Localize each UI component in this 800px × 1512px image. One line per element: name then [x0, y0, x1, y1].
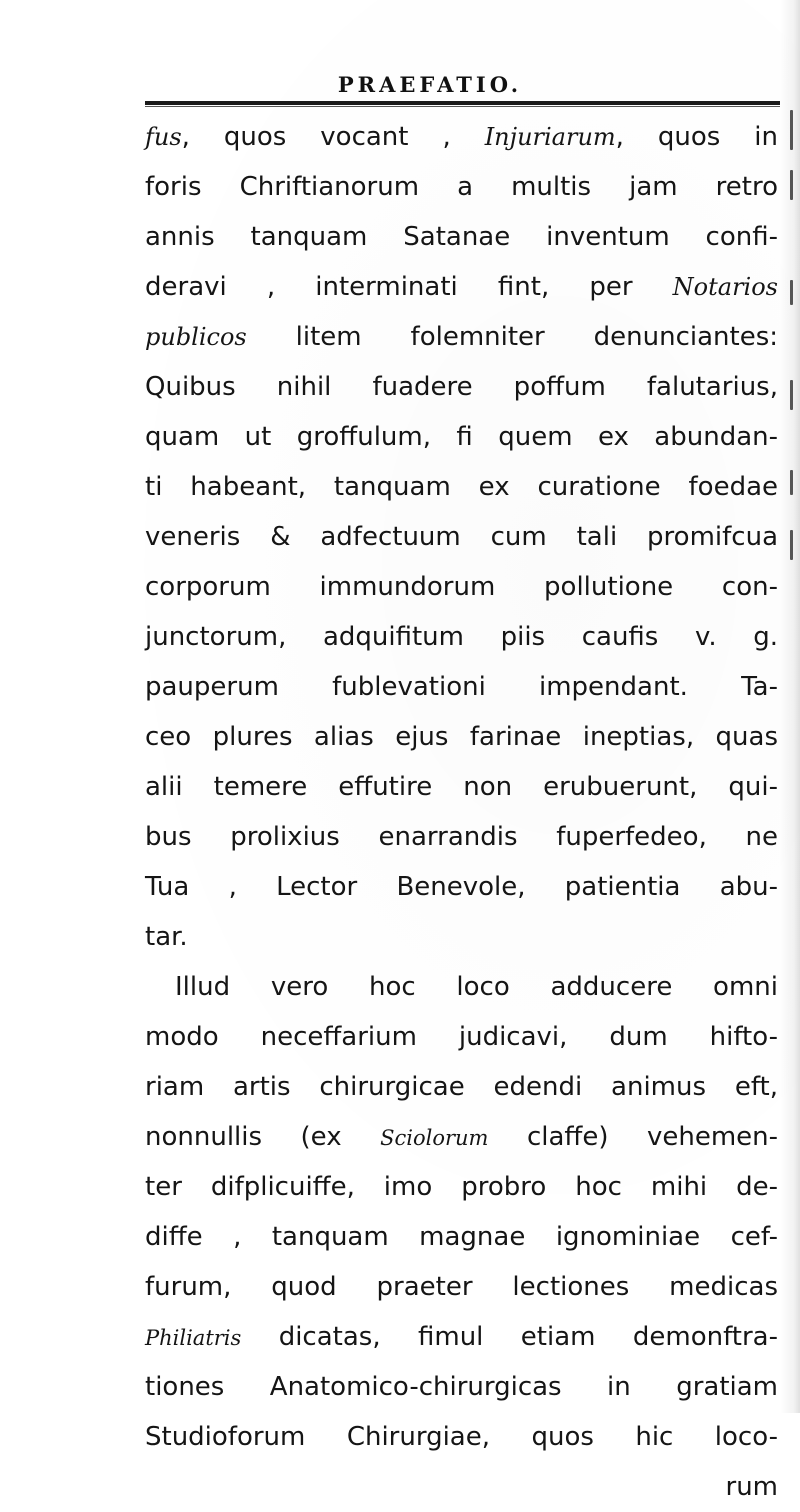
text-line — [145, 1262, 778, 1312]
text-run: annis tanquam Satanae inventum confi- — [145, 222, 778, 252]
text-run: ter difplicuiffe, imo probro hoc mihi de- — [145, 1172, 778, 1202]
text-run: deravi , interminati fint, per — [145, 272, 673, 302]
text-run: junctorum, adquifitum piis caufis v. g. — [145, 622, 778, 652]
text-run: Quibus nihil fuadere poffum falutarius, — [145, 372, 778, 402]
text-run: alii temere effutire non erubuerunt, qui- — [145, 772, 778, 802]
text-line — [145, 1412, 778, 1462]
text-line — [145, 1062, 778, 1112]
text-run: pauperum fublevationi impendant. Ta- — [145, 672, 778, 702]
text-run: tiones Anatomico-chirurgicas in gratiam — [145, 1372, 778, 1402]
text-run: diffe , tanquam magnae ignominiae cef- — [145, 1222, 778, 1252]
text-line — [145, 362, 778, 412]
text-run: Studioforum Chirurgiae, quos hic loco- — [145, 1422, 778, 1452]
italic-word: Notarios — [672, 273, 778, 301]
text-run: veneris & adfectuum cum tali promifcua — [145, 522, 778, 552]
text-run: bus prolixius enarrandis fuperfedeo, ne — [145, 822, 778, 852]
text-run: ceo plures alias ejus farinae ineptias, quas — [145, 722, 778, 752]
text-line — [145, 1112, 778, 1162]
text-run: nonnullis (ex — [145, 1122, 381, 1152]
text-line — [145, 762, 778, 812]
italic-word: Sciolorum — [380, 1126, 489, 1150]
text-run: riam artis chirurgicae edendi animus eft, — [145, 1072, 778, 1102]
text-line — [145, 812, 778, 862]
text-line — [145, 612, 778, 662]
text-line — [145, 562, 778, 612]
text-run: corporum immundorum pollutione con- — [145, 572, 778, 602]
text-line — [145, 312, 778, 362]
italic-word: Injuriarum — [484, 123, 616, 151]
text-run: furum, quod praeter lectiones medicas — [145, 1272, 778, 1302]
text-run: modo neceffarium judicavi, dum hifto- — [145, 1022, 778, 1052]
text-line — [145, 712, 778, 762]
text-line — [145, 962, 778, 1012]
text-run: Tua , Lector Benevole, patientia abu- — [145, 872, 778, 902]
text-line — [145, 162, 778, 212]
text-run: tar. — [145, 922, 188, 952]
text-line — [145, 912, 785, 962]
italic-word: Philiatris — [145, 1326, 242, 1350]
text-line — [145, 1362, 778, 1412]
text-run: foris Chriftianorum a multis jam retro — [145, 172, 778, 202]
text-line — [145, 262, 778, 312]
italic-word: fus — [145, 123, 182, 151]
text-line — [145, 412, 778, 462]
text-line — [145, 1212, 778, 1262]
text-line — [145, 112, 778, 162]
text-run: dicatas, fimul etiam demonftra- — [241, 1322, 778, 1352]
text-line — [145, 1312, 778, 1362]
running-header: PRAEFATIO. — [337, 72, 523, 97]
margin-marks — [790, 110, 796, 710]
text-run: claffe) vehemen- — [488, 1122, 778, 1152]
header-rule — [145, 101, 780, 105]
text-run: , quos in — [615, 122, 779, 152]
text-line — [145, 512, 778, 562]
text-run: litem folemniter denunciantes: — [246, 322, 778, 352]
italic-word: publicos — [145, 323, 247, 351]
text-line — [145, 862, 778, 912]
text-run: Illud vero hoc loco adducere omni — [175, 972, 778, 1002]
text-run: quam ut groffulum, fi quem ex abundan- — [145, 422, 778, 452]
text-line — [145, 662, 778, 712]
body-text — [145, 112, 785, 1512]
text-run: , quos vocant , — [181, 122, 485, 152]
text-line — [145, 1162, 778, 1212]
text-line — [145, 462, 778, 512]
text-run: ti habeant, tanquam ex curatione foedae — [145, 472, 778, 502]
text-line — [145, 1012, 778, 1062]
text-line — [145, 212, 778, 262]
catchword: rum — [725, 1472, 778, 1502]
